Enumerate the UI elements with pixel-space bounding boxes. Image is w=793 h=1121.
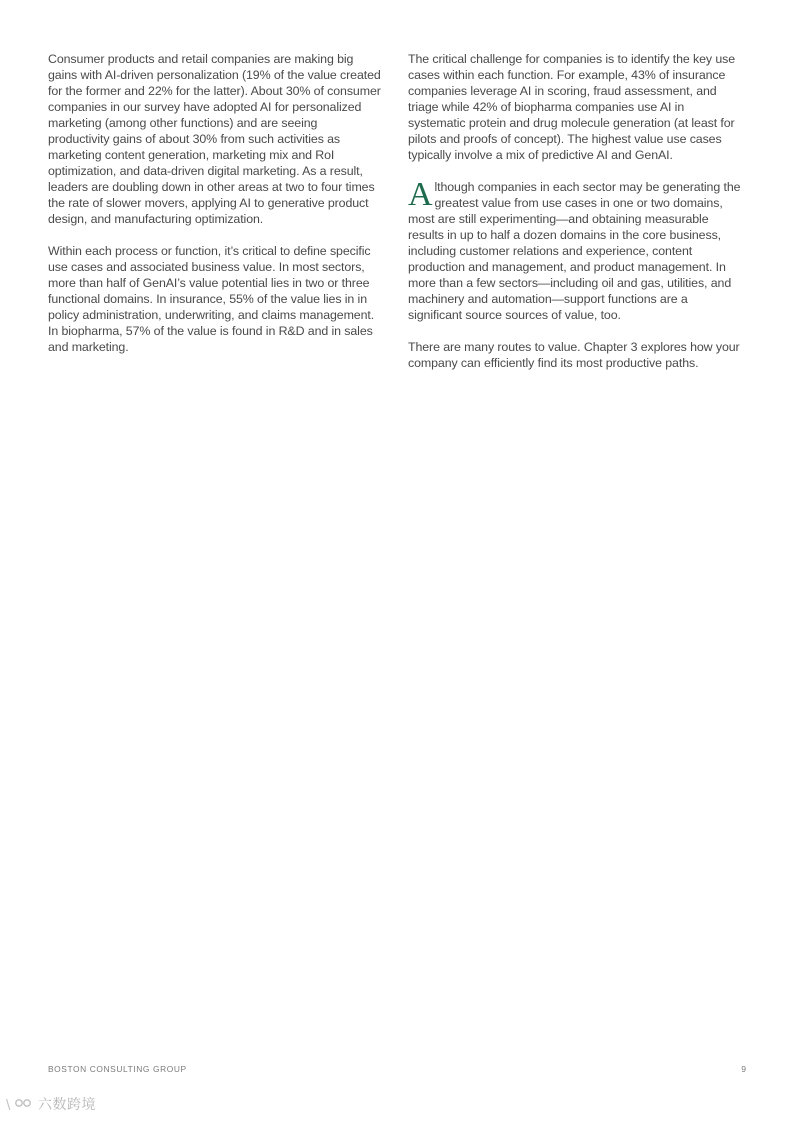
right-paragraph-2 bbox=[408, 176, 743, 323]
svg-text:\: \ bbox=[6, 1098, 11, 1112]
right-paragraph-3: There are many routes to value. Chapter 3 explores how your company can efficiently find its most productive paths. bbox=[408, 340, 740, 370]
right-paragraph-2-text: lthough companies in each sector may be generating the greatest value from use cases in one or two domains, most are still experimenting—and obtaining measurable results in up to half a dozen domains in the core business, including customer relations and experience, content production and management, and product management. In more than a few sectors—including oil and gas, utilities, and machinery and automation—support functions are a significant source sources of value, too. bbox=[408, 180, 741, 322]
left-paragraph-1: Consumer products and retail companies are making big gains with AI-driven personalization (19% of the value created for the former and 22% for the latter). About 30% of consumer companies in our survey have adopted AI for personalized marketing (among other functions) and are seeing productivity gains of about 30% from such activities as marketing content generation, marketing mix and RoI optimization, and data-driven digital marketing. As a result, leaders are doubling down in other areas at two to four times the rate of slower movers, applying AI to generative product design, and manufacturing optimization. bbox=[48, 52, 381, 226]
watermark-logo-icon bbox=[6, 1096, 34, 1112]
right-column bbox=[408, 51, 743, 387]
drop-cap: A bbox=[408, 176, 433, 213]
page-number: 9 bbox=[741, 1064, 746, 1074]
watermark bbox=[6, 1094, 96, 1114]
right-paragraph-1: The critical challenge for companies is to identify the key use cases within each function. For example, 43% of insurance companies leverage AI in scoring, fraud assessment, and triage while 42% of biopharma companies use AI in systematic protein and drug molecule generation (at least for pilots and proofs of concept). The highest value use cases typically involve a mix of predictive AI and GenAI. bbox=[408, 52, 736, 162]
watermark-text: 六数跨境 bbox=[38, 1097, 96, 1113]
footer-publisher: BOSTON CONSULTING GROUP bbox=[48, 1064, 187, 1074]
left-paragraph-2: Within each process or function, it’s critical to define specific use cases and associated business value. In most sectors, more than half of GenAI’s value potential lies in two or three functional domains. In insurance, 55% of the value lies in in policy administration, underwriting, and claims management. In biopharma, 57% of the value is found in R&D and in sales and marketing. bbox=[48, 244, 375, 354]
left-column bbox=[48, 51, 382, 371]
